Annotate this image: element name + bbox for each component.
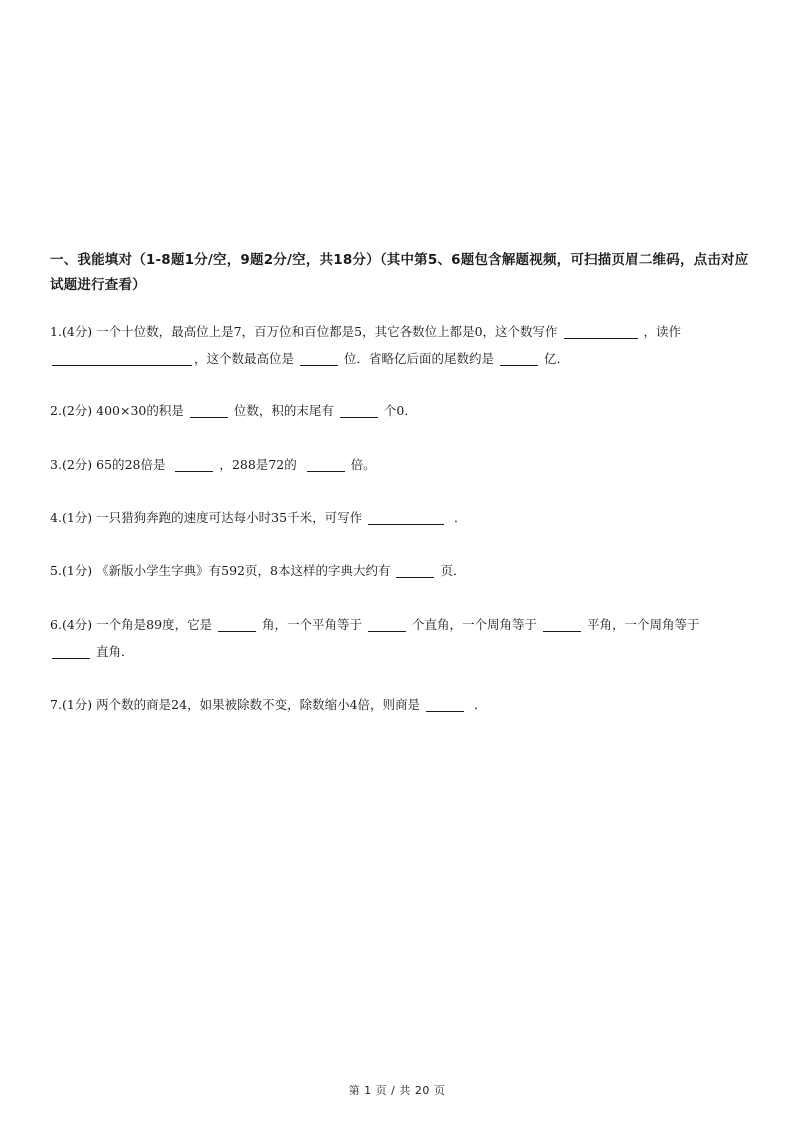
question-score: (2分): [61, 457, 93, 472]
number-value: 0: [396, 403, 405, 418]
number-value: 35: [271, 510, 288, 525]
answer-blank[interactable]: [543, 617, 581, 632]
answer-blank[interactable]: [340, 403, 378, 418]
question-number: 4.: [50, 510, 62, 525]
number-value: 288: [231, 457, 256, 472]
question-4: [50, 504, 750, 531]
question-text: ．: [473, 697, 487, 712]
question-text: 倍。: [350, 457, 376, 472]
number-value: 65: [96, 457, 113, 472]
question-text: ，如果被除数不变，除数缩小: [187, 697, 350, 712]
question-text: ．: [454, 510, 467, 525]
answer-blank[interactable]: [175, 457, 213, 472]
number-value: 24: [171, 697, 188, 712]
question-text: 《新版小学生字典》有: [96, 563, 222, 578]
question-number: 2.: [50, 403, 62, 418]
question-text: 一个角是: [96, 617, 147, 632]
answer-blank[interactable]: [564, 324, 638, 339]
question-text: ，这个数写作: [482, 324, 558, 339]
question-text: 页．: [440, 563, 466, 578]
expression: 400×30: [96, 403, 147, 418]
question-text: ，这个数最高位是: [194, 351, 295, 366]
answer-blank[interactable]: [52, 644, 90, 659]
section-heading: [50, 248, 750, 298]
number-value: 89: [146, 617, 163, 632]
question-5: [50, 557, 750, 584]
question-text: 直角．: [95, 644, 134, 659]
question-text: 是: [255, 457, 269, 472]
answer-blank[interactable]: [218, 617, 256, 632]
answer-blank[interactable]: [368, 510, 444, 525]
page-footer: 第 1 页 / 共 20 页: [348, 1084, 446, 1097]
question-score: (4分): [61, 324, 93, 339]
number-value: 7: [233, 324, 242, 339]
question-text: 的: [112, 457, 125, 472]
question-number: 5.: [50, 563, 62, 578]
question-text: 平角，一个周角等于: [587, 617, 700, 632]
answer-blank[interactable]: [368, 617, 406, 632]
answer-blank[interactable]: [307, 457, 345, 472]
question-text: 倍，则商是: [357, 697, 421, 712]
question-score: (4分): [61, 617, 93, 632]
number-value: 8: [270, 563, 278, 578]
section-heading-line-2: 试题进行查看）: [50, 277, 146, 293]
question-number: 7.: [50, 697, 62, 712]
answer-blank[interactable]: [52, 351, 192, 366]
question-score: (1分): [61, 697, 93, 712]
question-text: 度，它是: [162, 617, 213, 632]
question-text: 一只猎狗奔跑的速度可达每小时: [96, 510, 272, 525]
question-text: 本这样的字典大约有: [277, 563, 391, 578]
answer-blank[interactable]: [426, 697, 464, 712]
question-text: 一个十位数，最高位上是: [96, 324, 234, 339]
number-value: 0: [474, 324, 483, 339]
question-text: ，: [219, 457, 232, 472]
number-value: 592: [221, 563, 246, 578]
question-text: ，读作: [643, 324, 682, 339]
question-text: 的积是: [146, 403, 184, 418]
question-text: 两个数的商是: [96, 697, 172, 712]
answer-blank[interactable]: [500, 351, 538, 366]
question-text: 位数，积的末尾有: [233, 403, 334, 418]
question-text: 亿．: [543, 351, 569, 366]
question-text: 个: [383, 403, 397, 418]
question-1: [50, 318, 750, 372]
question-text: ．: [404, 403, 417, 418]
section-heading-line-1: 一、我能填对（1-8题1分/空，9题2分/空，共18分）（其中第5、6题包含解题视频，可扫描页眉二维码，点击对应: [50, 252, 749, 268]
question-number: 3.: [50, 457, 62, 472]
question-text: ，百万位和百位都是: [241, 324, 355, 339]
question-text: 页，: [245, 563, 271, 578]
number-value: 72: [268, 457, 285, 472]
question-score: (1分): [61, 563, 93, 578]
question-3: [50, 451, 750, 478]
number-value: 28: [124, 457, 141, 472]
answer-blank[interactable]: [396, 563, 434, 578]
question-text: 千米，可写作: [287, 510, 363, 525]
question-2: [50, 397, 750, 424]
number-value: 5: [354, 324, 363, 339]
question-6: [50, 611, 750, 665]
question-text: 的: [284, 457, 297, 472]
question-score: (1分): [61, 510, 93, 525]
question-number: 6.: [50, 617, 62, 632]
question-text: 个直角，一个周角等于: [412, 617, 538, 632]
answer-blank[interactable]: [190, 403, 228, 418]
question-number: 1.: [50, 324, 62, 339]
question-text: ，其它各数位上都是: [362, 324, 475, 339]
question-text: 倍是: [140, 457, 166, 472]
number-value: 4: [349, 697, 358, 712]
question-score: (2分): [61, 403, 93, 418]
question-text: 位．省略亿后面的尾数约是: [343, 351, 494, 366]
question-7: [50, 691, 750, 718]
answer-blank[interactable]: [300, 351, 338, 366]
question-text: 角，一个平角等于: [262, 617, 363, 632]
